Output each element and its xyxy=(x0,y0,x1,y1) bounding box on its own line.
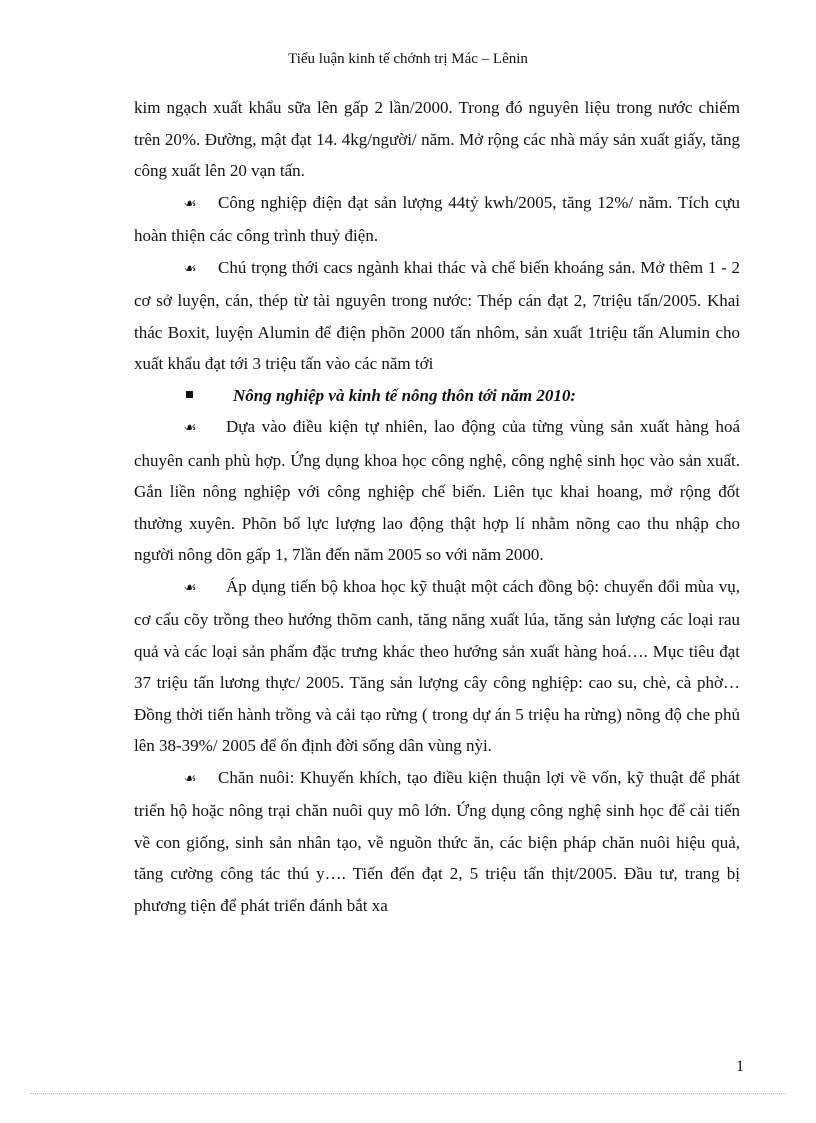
hedera-leaf-icon: ☙ xyxy=(184,580,197,596)
paragraph-milk-paper: kim ngạch xuất khẩu sữa lên gấp 2 lần/2000. Trong đó nguyên liệu trong nước chiếm trên 20%. Đường, mật đạt 14. 4kg/người/ năm. Mở rộng các nhà máy sản xuất giấy, tăng công xuất lên 20 vạn tấn. xyxy=(134,98,740,180)
paragraph-text: Dựa vào điều kiện tự nhiên, lao động của từng vùng sản xuất hàng hoá chuyên canh phù hợp. Ứng dụng khoa học công nghệ, công nghệ sinh học vào sản xuất. Gắn liền nông nghiệp với công nghiệp chế biến. Liên tục khai hoang, mở rộng đốt thường xuyên. Phõn bổ lực lượng lao động thật hợp lí nhằm nõng cao thu nhập cho người nông dõn gấp 1, 7lần đến năm 2005 so với năm 2000. xyxy=(134,417,740,564)
paragraph-text: Chú trọng thới cacs ngành khai thác và chế biến khoáng sản. Mở thêm 1 - 2 cơ sở luyện, cán, thép từ tài nguyên trong nước: Thép cán đạt 2, 7triệu tấn/2005. Khai thác Boxit, luyện Alumin để điện phõn 2000 tấn nhôm, sản xuất 1triệu tấn Alumin cho xuất khẩu đạt tới 3 triệu tấn vào các năm tới xyxy=(134,257,740,373)
hedera-leaf-icon: ☙ xyxy=(184,421,197,436)
page-number: 1 xyxy=(736,1058,744,1075)
heading-text: Nông nghiệp và kinh tế nông thôn tới năm 2010: xyxy=(233,385,577,405)
paragraph-technology xyxy=(134,571,740,762)
document-body xyxy=(134,92,740,921)
hedera-leaf-icon: ☙ xyxy=(184,261,197,277)
hedera-leaf-icon: ☙ xyxy=(184,196,197,212)
paragraph-mining xyxy=(134,252,740,380)
header-title: Tiểu luận kinh tế chớnh trị Mác – Lênin xyxy=(288,51,528,67)
paragraph-livestock xyxy=(134,762,740,922)
paragraph-natural-conditions xyxy=(134,411,740,571)
paragraph-text: Áp dụng tiến bộ khoa học kỹ thuật một cách đồng bộ: chuyển đổi mùa vụ, cơ cấu cõy trồng theo hướng thõm canh, tăng năng xuất lúa, tăng sản lượng các loại rau quả và các loại sản phẩm đặc trưng khác theo hướng sản xuất hàng hoá…. Mục tiêu đạt 37 triệu tấn lương thực/ 2005. Tăng sản lượng cây công nghiệp: cao su, chè, cà phờ…Đồng thời tiến hành trồng và cải tạo rừng ( trong dự án 5 triệu ha rừng) nõng độ che phủ lên 38-39%/ 2005 để ổn định đời sống dân vùng nỳi. xyxy=(134,576,740,755)
paragraph-text: Công nghiệp điện đạt sản lượng 44tỷ kwh/2005, tăng 12%/ năm. Tích cựu hoàn thiện các công trình thuỷ điện. xyxy=(134,192,740,245)
section-heading-agriculture xyxy=(134,380,740,412)
paragraph-electricity xyxy=(134,187,740,252)
paragraph-text: Chăn nuôi: Khuyến khích, tạo điều kiện thuận lợi về vốn, kỹ thuật để phát triển hộ hoặc nông trại chăn nuôi quy mô lớn. Ứng dụng công nghệ sinh học để cải tiến về con giống, sinh sản nhân tạo, về nguồn thức ăn, các biện pháp chăn nuôi hiệu quả, tăng cường công tác thú y…. Tiến đến đạt 2, 5 triệu tấn thịt/2005. Đầu tư, trang bị phương tiện để phát triển đánh bắt xa xyxy=(134,767,740,915)
hedera-leaf-icon: ☙ xyxy=(184,771,197,787)
square-bullet-icon xyxy=(186,391,193,398)
page-bottom-divider xyxy=(30,1093,786,1094)
page-header xyxy=(0,50,816,68)
